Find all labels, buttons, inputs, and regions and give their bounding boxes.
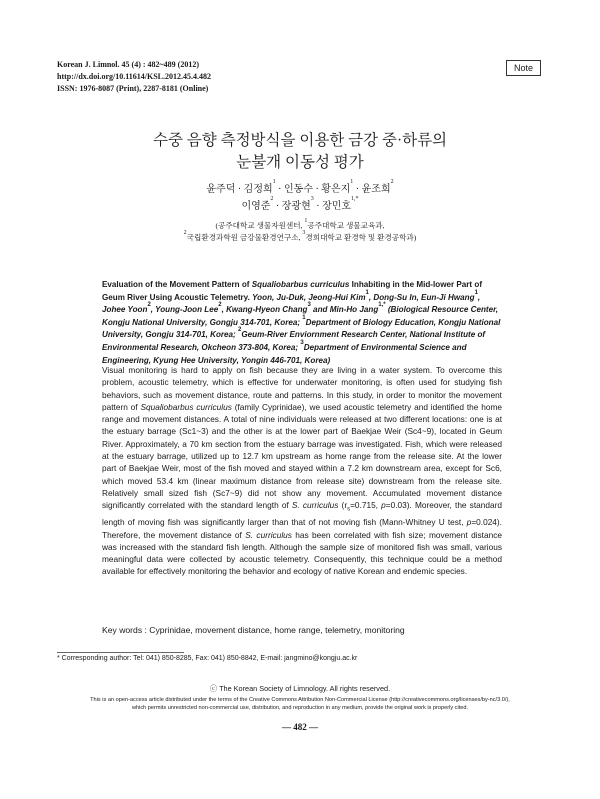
author-sup: 1,* (351, 196, 359, 202)
license-line-1: This is an open-access article distributed under the terms of the Creative Commons Attribution Non-Commercial License (http://creativecommons.org/licenses/by-nc/3.0/), (90, 697, 510, 703)
affiliation-text: 공주대학교 생물교육과, (307, 221, 385, 230)
abstract-text: =0.024). Therefore, the movement distance of (102, 517, 502, 540)
abstract-text: (family Cyprinidae), we used acoustic telemetry and identified the home range and movement distances. A total of nine individuals were released at two different locations: one is at the estuary barrage (Sc1~3) and the other is at the lower part of Baekjae Weir (Sc4~9), located in Geum River. Approximately, a 70 km section from the estuary barrage was investigated. Fish, which were released at the estuary barrage, utilized up to 12.7 km upstream as home range from the release site. At the lower part of Baekjae Weir, most of the fish moved and stayed within a 7.2 km downstream area, except for Sc6, which moved 53.4 km (linear maximum distance from release site) downstream from the release site. Relatively small sized fish (Sc7~9) did not show any movement. Accumulated movement distance significantly correlated with the standard length of (102, 401, 502, 511)
page-number: — 482 — (282, 722, 318, 732)
affiliation-sup: 2 (183, 230, 187, 236)
english-title-block (102, 279, 502, 367)
english-author: Yoon, Ju-Duk, Jeong-Hui Kim (252, 292, 366, 302)
abstract-text: has been correlated with fish size; movement distance was increased with the standard fish length. Although the sample size of monitored fish was small, various meaningful data were collected by acoustic telemetry. Consequently, this technique could be a method available for effectively monitoring the behavior and ecology of native Korean and endemic species. (102, 529, 502, 577)
species-name: S. curriculus (291, 500, 339, 511)
affiliation-sup: 1 (302, 314, 306, 321)
author-text: · 장광현 (273, 201, 311, 212)
p-value-symbol: p (381, 500, 386, 511)
abstract-text: =0.03). Moreover, the standard length of moving fish was significantly larger than that of not moving fish (Mann-Whitney U test, (102, 500, 502, 528)
journal-citation: Korean J. Limnol. 45 (4) : 482~489 (2012) (57, 60, 200, 69)
corresponding-author-note: * Corresponding author: Tel: 041) 850-8285, Fax: 041) 850-8842, E-mail: jangmino@kongju.ac.kr (57, 655, 358, 662)
affiliation-sup: 2 (238, 327, 242, 334)
license-notice (0, 696, 600, 712)
author-text: 이영준 (241, 201, 271, 212)
affiliation-text: 국립환경과학원 금강물환경연구소, (186, 233, 303, 242)
affiliation-sup: 3 (300, 339, 304, 346)
title-line-1: 수중 음향 측정방식을 이용한 금강 중·하류의 (152, 132, 448, 149)
korean-affiliations (0, 220, 600, 244)
english-affiliation: (Biological Resource Center, Kongju National University, Gongju 314-701, Korea; (102, 305, 499, 327)
korean-title (0, 130, 600, 174)
abstract-text: (r (338, 500, 348, 511)
authors-line-1 (0, 181, 600, 198)
author-text: · 윤조희 (353, 184, 391, 195)
english-affiliation: Department of Environmental Science and Engineering, Kyung Hee University, Yongin 446-701, Korea) (102, 342, 467, 365)
english-title-text: Inhabiting in the Mid-lower Part of Geum River Using Acoustic Telemetry. (102, 280, 483, 302)
author-sup: 2 (390, 179, 394, 185)
doi-link[interactable]: http://dx.doi.org/10.11614/KSL.2012.45.4.482 (57, 72, 212, 81)
abstract-text: Visual monitoring is hard to apply on fish because they are living in a water system. To overcome this problem, acoustic telemetry, which is effective for underwater monitoring, is often used for studying fish behaviors, such as movement distance, route and patterns. In this study, in order to monitor the movement pattern of (102, 365, 502, 412)
author-sup: 3 (307, 302, 311, 309)
authors-line-2 (0, 198, 600, 215)
author-sup: 1 (474, 289, 478, 296)
copyright-notice: ⓒ The Korean Society of Limnology. All rights reserved. (209, 684, 391, 693)
author-sup: 2 (218, 302, 222, 309)
english-author: and Min-Ho Jang (310, 305, 379, 315)
english-title-text: Evaluation of the Movement Pattern of (102, 280, 252, 289)
author-sup: 1 (272, 179, 276, 185)
affiliation-sup: 1 (304, 218, 308, 224)
issn: ISSN: 1976-8087 (Print), 2287-8181 (Online) (57, 84, 209, 93)
english-author: , Young-Joon Lee (150, 305, 219, 315)
species-name: Squaliobarbus curriculus (140, 401, 232, 412)
author-sup: 1 (350, 179, 354, 185)
author-sup: 2 (147, 302, 151, 309)
english-author: , Dong-Su In, Eun-Ji Hwang (368, 292, 475, 302)
author-sup: 2 (270, 196, 274, 202)
footnote-divider (57, 652, 184, 653)
affiliation-text: (공주대학교 생물자원센터, (215, 221, 305, 230)
title-line-2: 눈불개 이동성 평가 (236, 154, 364, 171)
author-text: · 장민호 (313, 201, 352, 212)
affiliation-sup: 3 (302, 230, 306, 236)
license-line-2: which permits unrestricted non-commercial use, distribution, and reproduction in any medium, provide the original work is properly cited. (131, 705, 469, 711)
affiliation-text: 경희대학교 환경학 및 환경공학과) (305, 233, 417, 242)
korean-authors (0, 181, 600, 215)
english-affiliation: Department of Biology Education, Kongju National University, Gongju 314-701, Korea; (102, 317, 501, 340)
author-text: · 인동수 · 황은지 (275, 184, 351, 195)
p-value-symbol: p (466, 517, 472, 528)
species-name: S. curriculus (245, 529, 292, 540)
journal-header (57, 59, 211, 95)
author-sup: 3 (310, 196, 314, 202)
english-affiliation: Geum-River Enviornment Research Center, National Institute of Environmental Research, Okcheon 373-804, Korea; (102, 330, 486, 352)
subscript: s (347, 506, 351, 513)
author-text: 윤주덕 · 김정희 (206, 184, 273, 195)
english-author: , Kwang-Hyeon Chang (221, 305, 308, 315)
author-sup: 1,* (378, 302, 386, 309)
article-type-badge: Note (506, 60, 541, 76)
abstract (102, 364, 502, 578)
author-sup: 1 (365, 289, 369, 296)
affiliation-line-1 (0, 220, 600, 232)
species-name: Squaliobarbus curriculus (251, 280, 350, 289)
keywords: Key words : Cyprinidae, movement distance, home range, telemetry, monitoring (102, 625, 405, 635)
affiliation-line-2 (0, 232, 600, 244)
english-author: , Johee Yoon (102, 292, 481, 315)
abstract-text: =0.715, (350, 500, 382, 511)
